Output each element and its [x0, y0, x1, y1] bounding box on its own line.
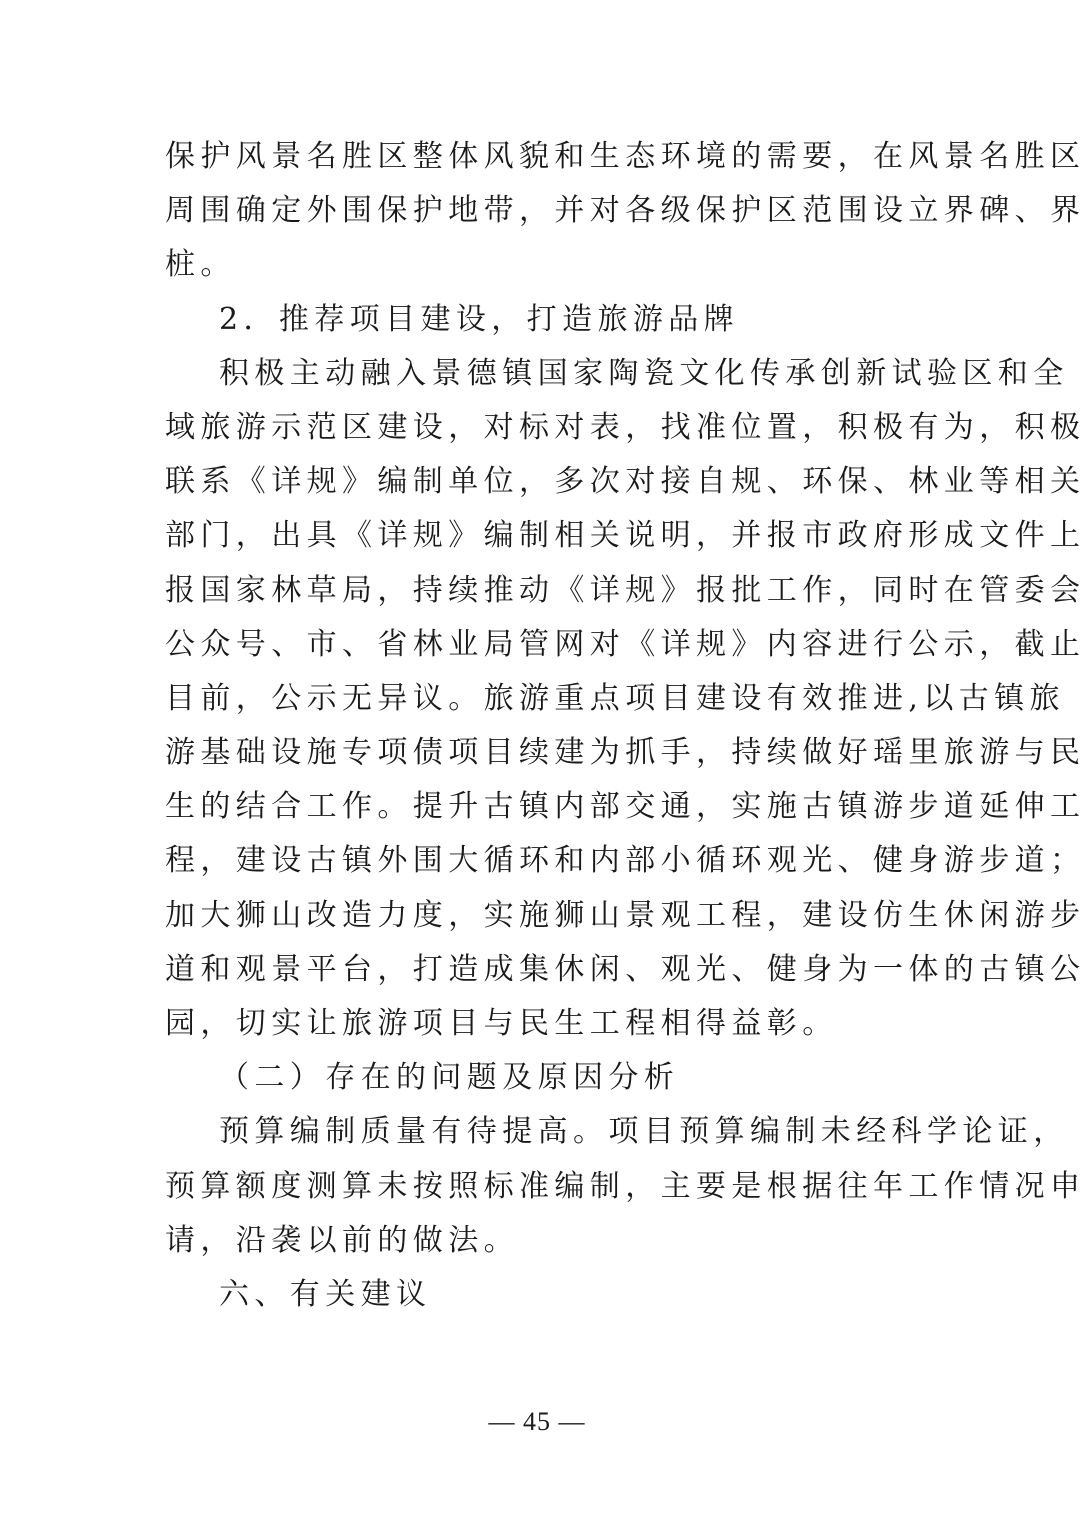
paragraph-line: 预算编制质量有待提高。项目预算编制未经科学论证，	[219, 1114, 1069, 1150]
section-heading: （二）存在的问题及原因分析	[219, 1060, 680, 1096]
paragraph-line: 报国家林草局，持续推动《详规》报批工作，同时在管委会	[165, 572, 1085, 608]
paragraph-line: 游基础设施专项债项目续建为抓手，持续做好瑶里旅游与民	[165, 735, 1085, 771]
paragraph-line: 域旅游示范区建设，对标对表，找准位置，积极有为，积极	[165, 409, 1085, 445]
paragraph-line: 公众号、市、省林业局管网对《详规》内容进行公示，截止	[165, 626, 1085, 662]
paragraph-line: 加大狮山改造力度，实施狮山景观工程，建设仿生休闲游步	[165, 897, 1085, 933]
paragraph-line: 目前，公示无异议。旅游重点项目建设有效推进,以古镇旅	[165, 680, 1065, 716]
paragraph-line: 桩。	[165, 247, 236, 283]
document-body	[165, 130, 1085, 1322]
paragraph-line: 部门，出具《详规》编制相关说明，并报市政府形成文件上	[165, 518, 1085, 554]
section-heading: 2．推荐项目建设，打造旅游品牌	[219, 301, 740, 337]
paragraph-line: 联系《详规》编制单位，多次对接自规、环保、林业等相关	[165, 464, 1085, 500]
paragraph-line: 生的结合工作。提升古镇内部交通，实施古镇游步道延伸工	[165, 789, 1085, 825]
section-heading: 六、有关建议	[219, 1276, 432, 1312]
paragraph-line: 保护风景名胜区整体风貌和生态环境的需要，在风景名胜区	[165, 139, 1085, 174]
paragraph-line: 园，切实让旅游项目与民生工程相得益彰。	[165, 1006, 838, 1041]
paragraph-line: 程，建设古镇外围大循环和内部小循环观光、健身游步道；	[165, 843, 1085, 879]
paragraph-line: 周围确定外围保护地带，并对各级保护区范围设立界碑、界	[165, 193, 1085, 229]
page-number: — 45 —	[488, 1407, 586, 1436]
paragraph-line: 预算额度测算未按照标准编制，主要是根据往年工作情况申	[165, 1168, 1085, 1204]
paragraph-line: 请，沿袭以前的做法。	[165, 1222, 519, 1258]
paragraph-line: 道和观景平台，打造成集休闲、观光、健身为一体的古镇公	[165, 951, 1085, 987]
paragraph-line: 积极主动融入景德镇国家陶瓷文化传承创新试验区和全	[219, 355, 1069, 391]
